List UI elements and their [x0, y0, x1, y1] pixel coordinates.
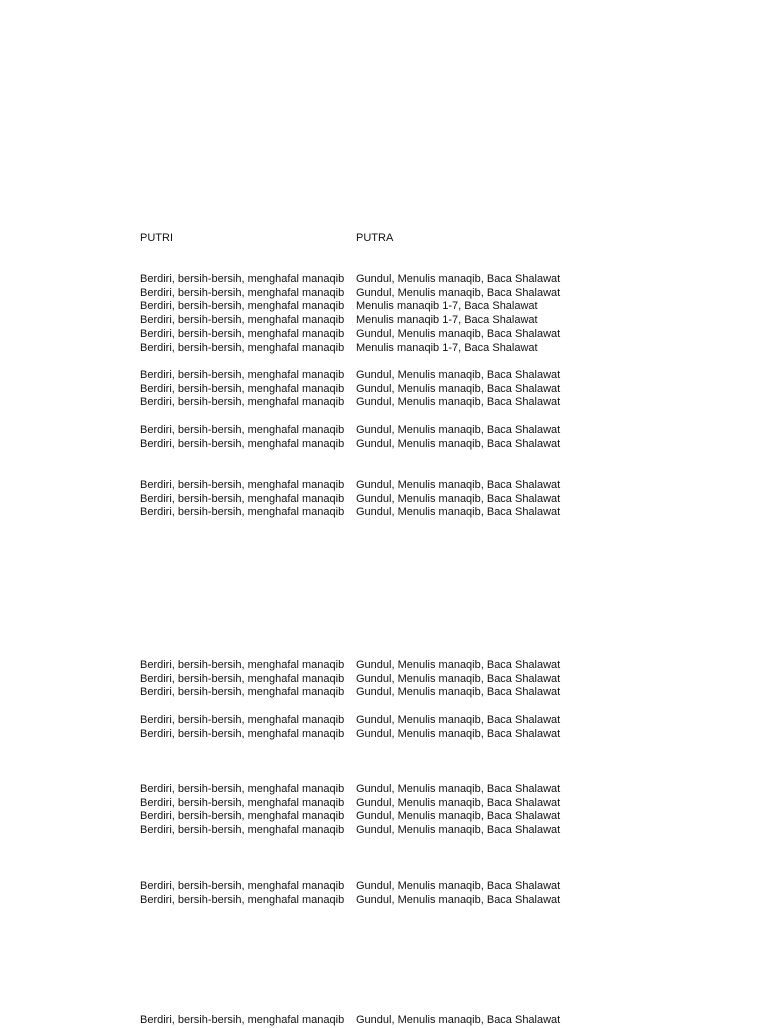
putri-cell: Berdiri, bersih-bersih, menghafal manaqib: [140, 727, 345, 740]
putri-cell: Berdiri, bersih-bersih, menghafal manaqib: [140, 273, 345, 285]
putra-cell: Gundul, Menulis manaqib, Baca Shalawat: [356, 659, 561, 671]
putri-cell: Berdiri, bersih-bersih, menghafal manaqib: [140, 810, 345, 823]
putri-cell: Berdiri, bersih-bersih, menghafal manaqib: [140, 424, 345, 436]
putra-cell: Menulis manaqib 1-7, Baca Shalawat: [356, 314, 538, 327]
putra-cell: Gundul, Menulis manaqib, Baca Shalawat: [356, 506, 561, 519]
putri-cell: Berdiri, bersih-bersih, menghafal manaqib: [140, 341, 345, 354]
putra-cell: Gundul, Menulis manaqib, Baca Shalawat: [356, 286, 561, 299]
putri-cell: Berdiri, bersih-bersih, menghafal manaqib: [140, 686, 345, 699]
putra-cell: Gundul, Menulis manaqib, Baca Shalawat: [356, 880, 561, 892]
putri-cell: Berdiri, bersih-bersih, menghafal manaqib: [140, 824, 345, 837]
column-header-putra: PUTRA: [356, 232, 394, 244]
putra-cell: Gundul, Menulis manaqib, Baca Shalawat: [356, 686, 561, 699]
putri-cell: Berdiri, bersih-bersih, menghafal manaqib: [140, 796, 345, 809]
putri-cell: Berdiri, bersih-bersih, menghafal manaqib: [140, 437, 345, 450]
putri-cell: Berdiri, bersih-bersih, menghafal manaqib: [140, 1014, 345, 1026]
putri-cell: Berdiri, bersih-bersih, menghafal manaqib: [140, 479, 345, 491]
putra-cell: Gundul, Menulis manaqib, Baca Shalawat: [356, 714, 561, 726]
putri-cell: Berdiri, bersih-bersih, menghafal manaqib: [140, 893, 345, 906]
putri-cell: Berdiri, bersih-bersih, menghafal manaqib: [140, 492, 345, 505]
putra-cell: Menulis manaqib 1-7, Baca Shalawat: [356, 341, 538, 354]
putra-cell: Gundul, Menulis manaqib, Baca Shalawat: [356, 810, 561, 823]
putri-cell: Berdiri, bersih-bersih, menghafal manaqib: [140, 783, 345, 795]
putra-cell: Gundul, Menulis manaqib, Baca Shalawat: [356, 893, 561, 906]
putra-cell: Menulis manaqib 1-7, Baca Shalawat: [356, 300, 538, 313]
putri-cell: Berdiri, bersih-bersih, menghafal manaqib: [140, 286, 345, 299]
putra-cell: Gundul, Menulis manaqib, Baca Shalawat: [356, 396, 561, 409]
putra-cell: Gundul, Menulis manaqib, Baca Shalawat: [356, 824, 561, 837]
putra-cell: Gundul, Menulis manaqib, Baca Shalawat: [356, 273, 561, 285]
putri-cell: Berdiri, bersih-bersih, menghafal manaqib: [140, 327, 345, 340]
putra-cell: Gundul, Menulis manaqib, Baca Shalawat: [356, 327, 561, 340]
putra-cell: Gundul, Menulis manaqib, Baca Shalawat: [356, 1014, 561, 1026]
putra-cell: Gundul, Menulis manaqib, Baca Shalawat: [356, 382, 561, 395]
putra-cell: Gundul, Menulis manaqib, Baca Shalawat: [356, 437, 561, 450]
putri-cell: Berdiri, bersih-bersih, menghafal manaqib: [140, 314, 345, 327]
putra-cell: Gundul, Menulis manaqib, Baca Shalawat: [356, 672, 561, 685]
putra-cell: Gundul, Menulis manaqib, Baca Shalawat: [356, 492, 561, 505]
putri-cell: Berdiri, bersih-bersih, menghafal manaqib: [140, 672, 345, 685]
putri-cell: Berdiri, bersih-bersih, menghafal manaqib: [140, 300, 345, 313]
putri-cell: Berdiri, bersih-bersih, menghafal manaqib: [140, 714, 345, 726]
putra-cell: Gundul, Menulis manaqib, Baca Shalawat: [356, 727, 561, 740]
putri-cell: Berdiri, bersih-bersih, menghafal manaqib: [140, 880, 345, 892]
putri-cell: Berdiri, bersih-bersih, menghafal manaqib: [140, 506, 345, 519]
putra-cell: Gundul, Menulis manaqib, Baca Shalawat: [356, 424, 561, 436]
putri-cell: Berdiri, bersih-bersih, menghafal manaqib: [140, 396, 345, 409]
putra-cell: Gundul, Menulis manaqib, Baca Shalawat: [356, 796, 561, 809]
putra-cell: Gundul, Menulis manaqib, Baca Shalawat: [356, 369, 561, 381]
putra-cell: Gundul, Menulis manaqib, Baca Shalawat: [356, 479, 561, 491]
putri-cell: Berdiri, bersih-bersih, menghafal manaqib: [140, 369, 345, 381]
column-header-putri: PUTRI: [140, 232, 173, 244]
putra-cell: Gundul, Menulis manaqib, Baca Shalawat: [356, 783, 561, 795]
putri-cell: Berdiri, bersih-bersih, menghafal manaqib: [140, 659, 345, 671]
putri-cell: Berdiri, bersih-bersih, menghafal manaqib: [140, 382, 345, 395]
